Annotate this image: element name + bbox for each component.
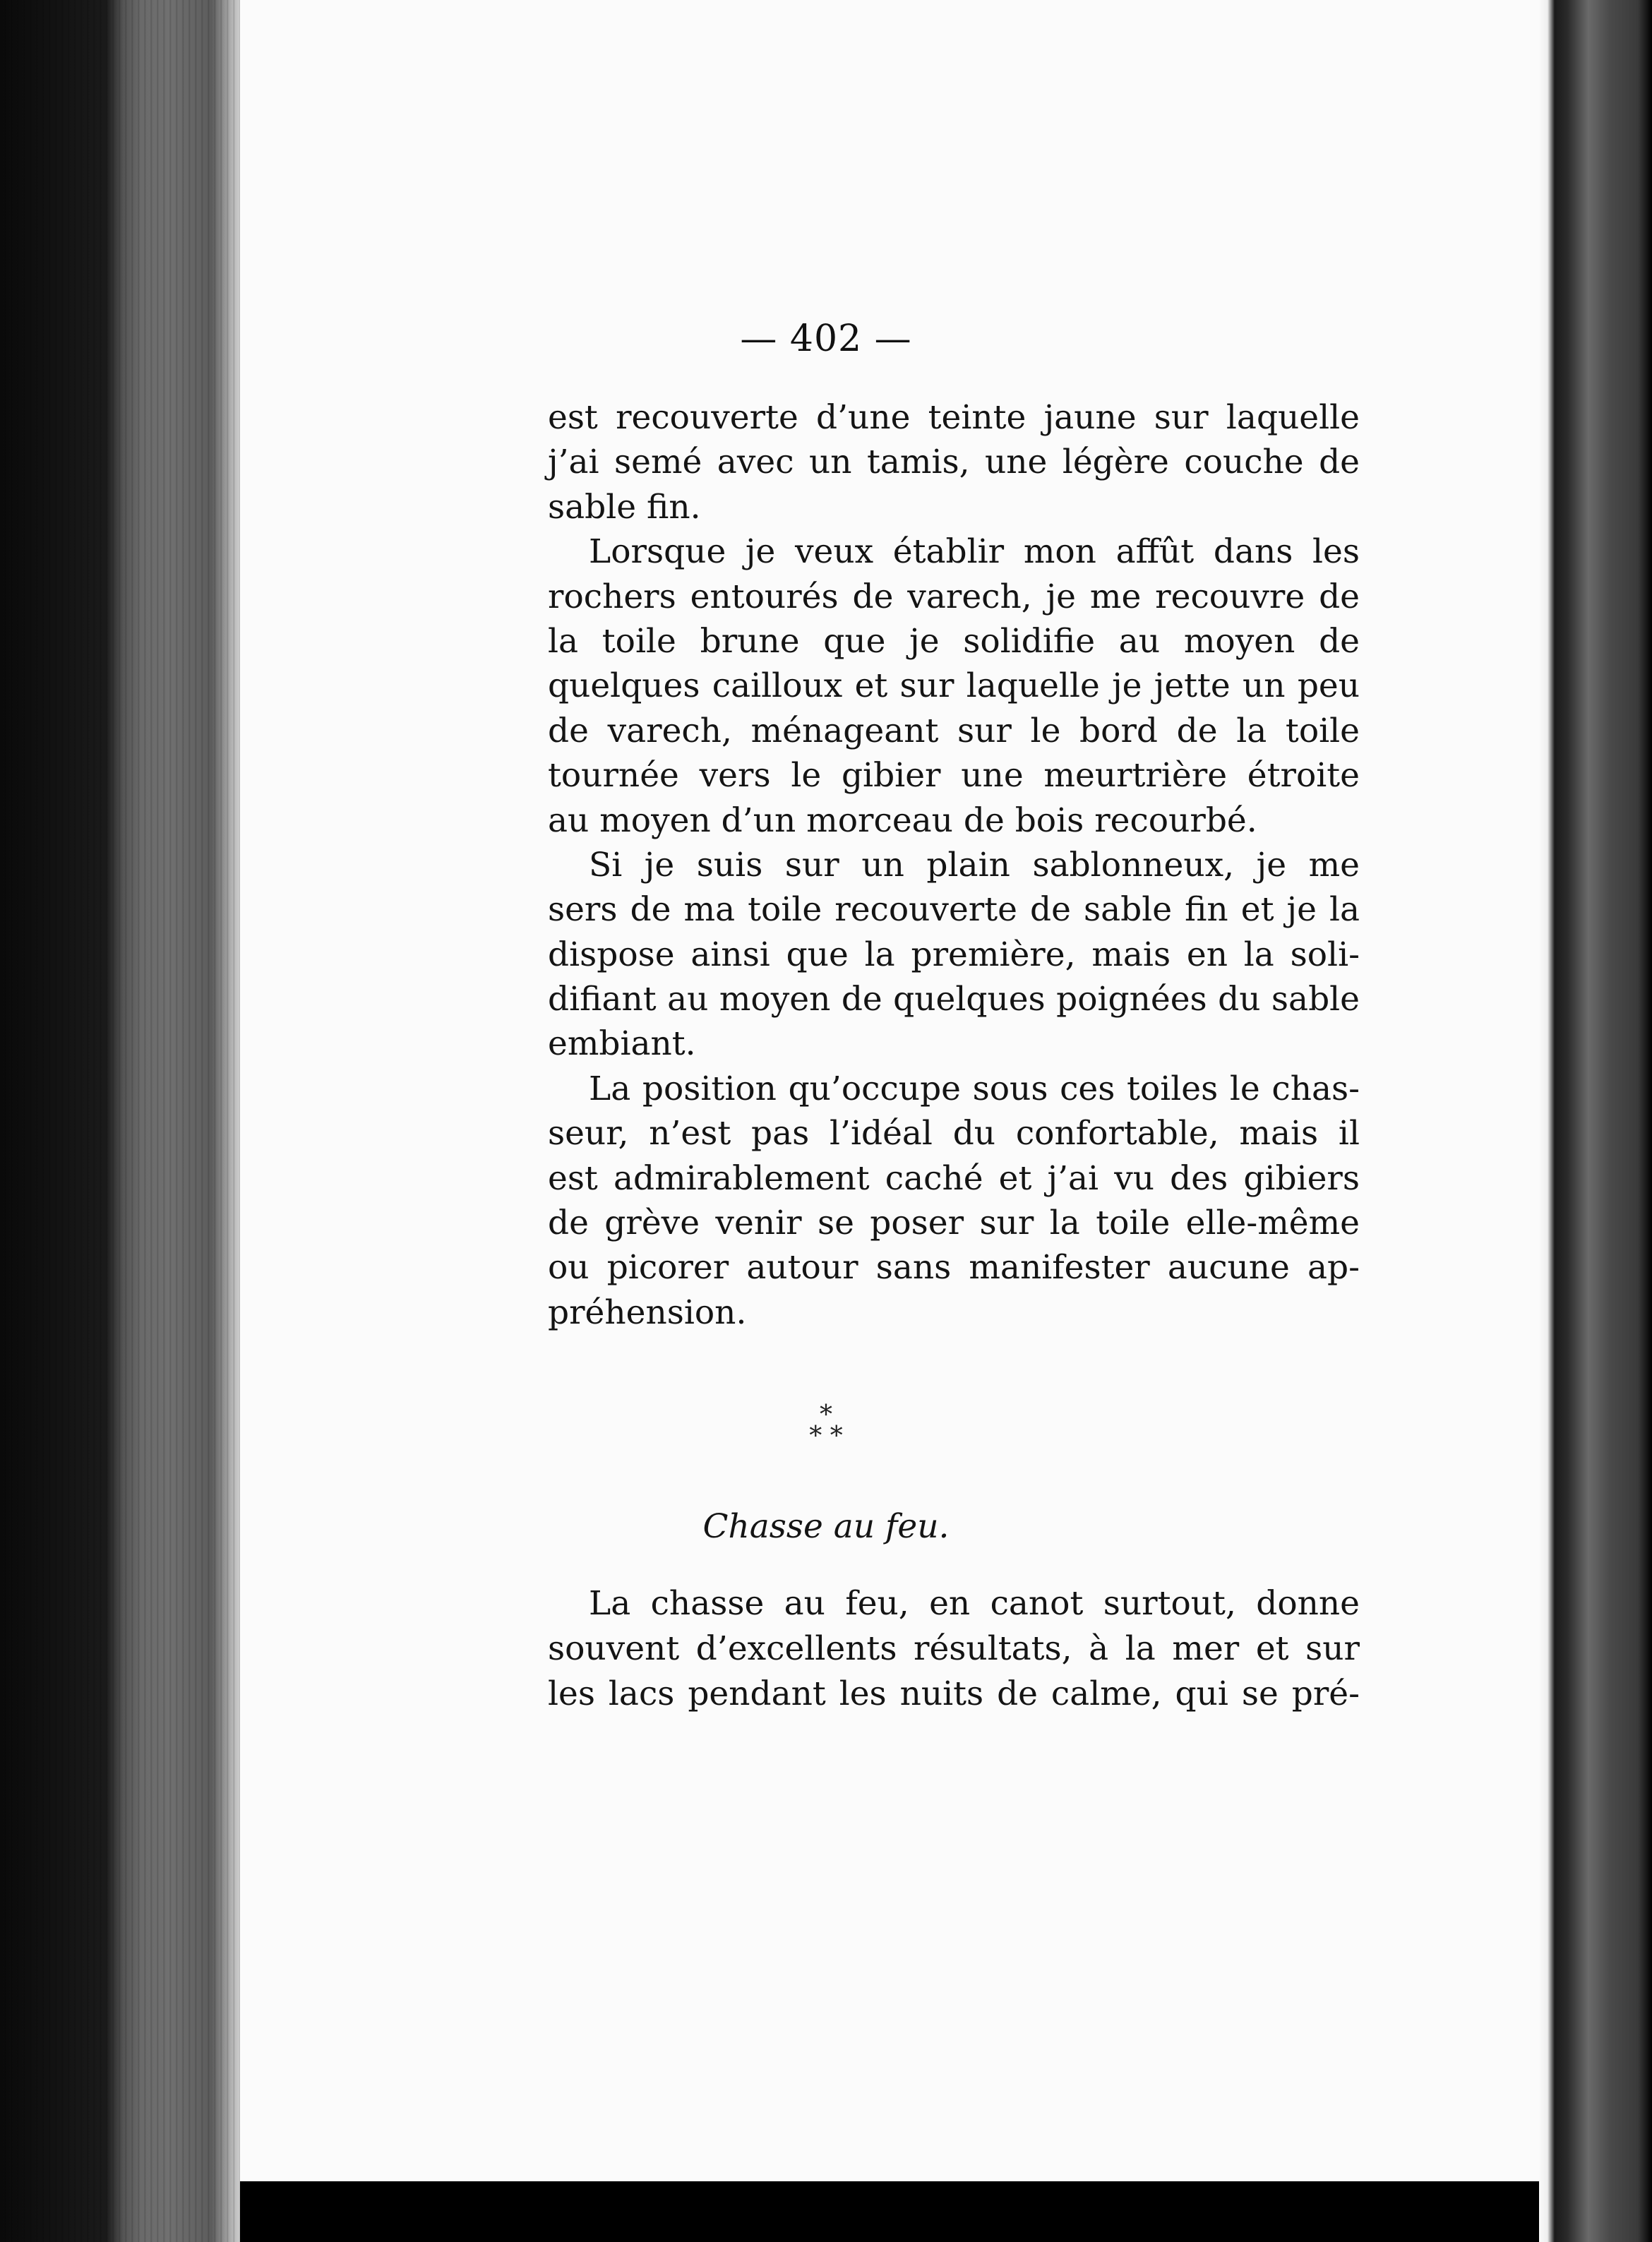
text-line: quelques cailloux et sur laquelle je jette un peu	[548, 666, 1360, 706]
text-line: seur, n’est pas l’idéal du confortable, mais il	[548, 1114, 1360, 1153]
text-line: dispose ainsi que la première, mais en la soli-	[548, 935, 1360, 974]
text-line: sers de ma toile recouverte de sable fin et je la	[548, 890, 1360, 930]
text-line: au moyen d’un morceau de bois recourbé.	[548, 801, 1257, 840]
section-body-text	[548, 1581, 1360, 1717]
text-line: souvent d’excellents résultats, à la mer et sur	[548, 1629, 1360, 1668]
text-line: les lacs pendant les nuits de calme, qui se pré-	[548, 1674, 1360, 1713]
text-line: de grève venir se poser sur la toile elle-même	[548, 1204, 1360, 1243]
text-line: difiant au moyen de quelques poignées du sable	[548, 980, 1360, 1019]
text-line: Si je suis sur un plain sablonneux, je me	[589, 845, 1360, 885]
text-line: est admirablement caché et j’ai vu des gibiers	[548, 1158, 1360, 1198]
text-line: embiant.	[548, 1024, 696, 1064]
text-line: j’ai semé avec un tamis, une légère couche de	[548, 443, 1360, 482]
scan-bottom-edge	[240, 2181, 1539, 2242]
text-line: est recouverte d’une teinte jaune sur laquelle	[548, 398, 1360, 437]
text-line: tournée vers le gibier une meurtrière étroite	[548, 756, 1360, 796]
text-line: de varech, ménageant sur le bord de la toile	[548, 711, 1360, 750]
text-line: la toile brune que je solidifie au moyen de	[548, 621, 1360, 661]
section-title: Chasse au feu.	[702, 1507, 950, 1546]
text-line: préhension.	[548, 1293, 747, 1332]
asterism-separator	[0, 1401, 1652, 1451]
text-line: Lorsque je veux établir mon affût dans les	[589, 532, 1360, 572]
page-number: — 402 —	[740, 318, 912, 360]
body-text	[548, 395, 1360, 1335]
text-line: La chasse au feu, en canot surtout, donne	[589, 1584, 1360, 1623]
asterism-bottom: * *	[809, 1422, 843, 1451]
text-line: sable fin.	[548, 487, 701, 527]
text-line: La position qu’occupe sous ces toiles le chas-	[589, 1069, 1360, 1108]
text-line: ou picorer autour sans manifester aucune ap-	[548, 1248, 1360, 1288]
asterism-top: *	[820, 1401, 832, 1429]
text-line: rochers entourés de varech, je me recouvre de	[548, 577, 1360, 616]
